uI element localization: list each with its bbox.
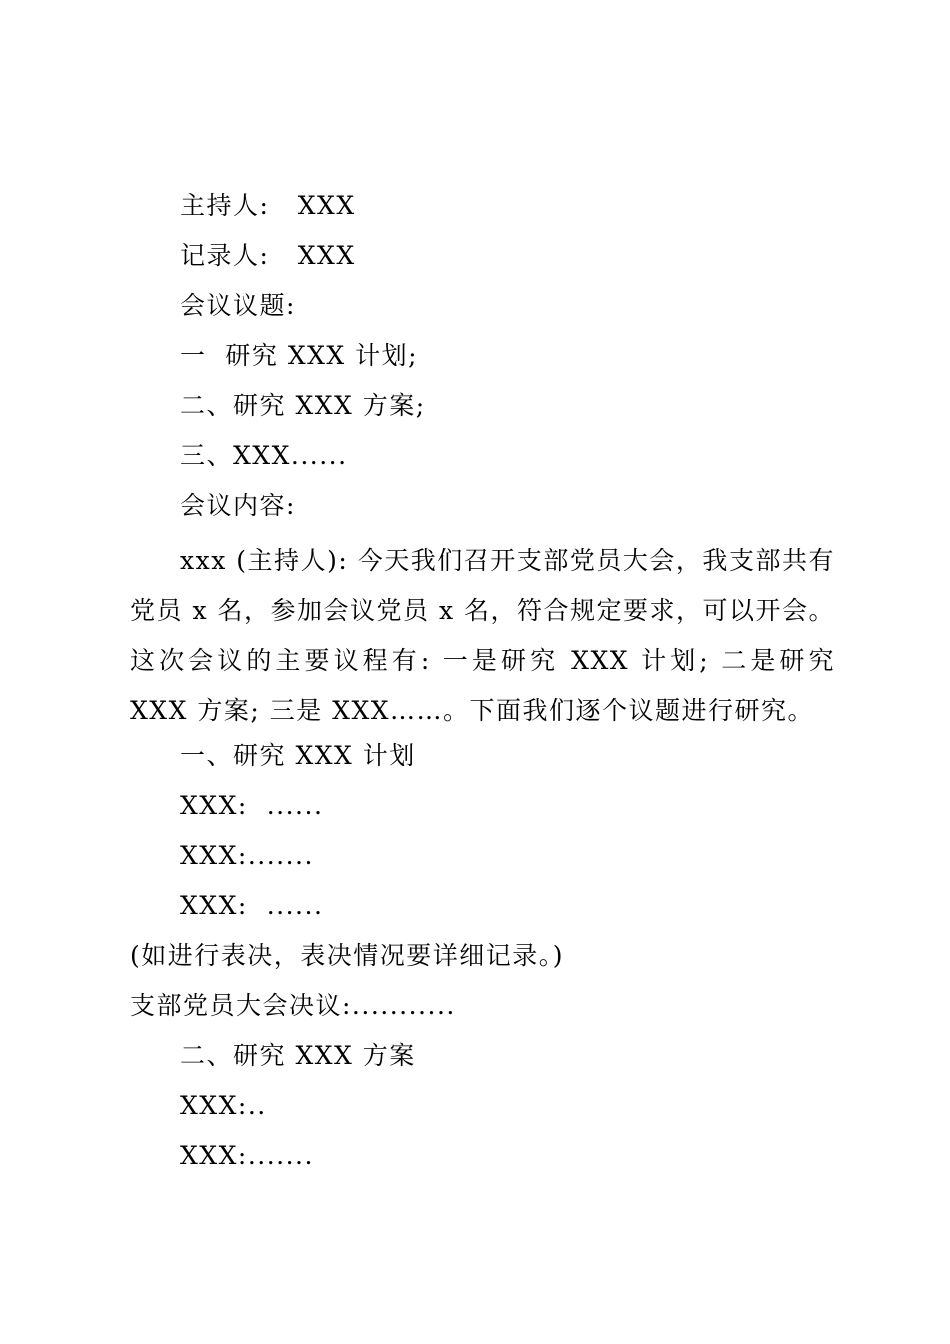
agenda-item-2: 二、研究 XXX 方案; bbox=[180, 391, 426, 420]
agenda-item-3: 三、XXX...... bbox=[180, 441, 348, 470]
vote-note: (如进行表决，表决情况要详细记录。) bbox=[130, 941, 565, 970]
section1-title: 一、研究 XXX 计划 bbox=[180, 741, 416, 770]
intro-paragraph: xxx (主持人): 今天我们召开支部党员大会，我支部共有党员 x 名，参加会议党员 x 名，符合规定要求，可以开会。这次会议的主要议程有: 一是研究 XXX 计划; 二是研究 XXX 方案; 三是 XXX……。下面我们逐个议题进行研究。 bbox=[130, 546, 835, 725]
content-heading: 会议内容: bbox=[180, 491, 296, 520]
section1-speaker-3: XXX: ...... bbox=[180, 891, 324, 920]
section1-speaker-2: XXX:....... bbox=[180, 841, 314, 870]
section1-speaker-1: XXX: ...... bbox=[180, 791, 324, 820]
recorder-line: 记录人: XXX bbox=[180, 241, 356, 270]
section2-speaker-1: XXX:.. bbox=[180, 1091, 267, 1120]
section2-title: 二、研究 XXX 方案 bbox=[180, 1041, 416, 1070]
agenda-heading: 会议议题: bbox=[180, 291, 296, 320]
section2-speaker-2: XXX:....... bbox=[180, 1141, 314, 1170]
host-line: 主持人: XXX bbox=[180, 191, 356, 220]
resolution-line: 支部党员大会决议:........... bbox=[130, 991, 456, 1020]
agenda-item-1: 一 研究 XXX 计划; bbox=[180, 341, 419, 370]
